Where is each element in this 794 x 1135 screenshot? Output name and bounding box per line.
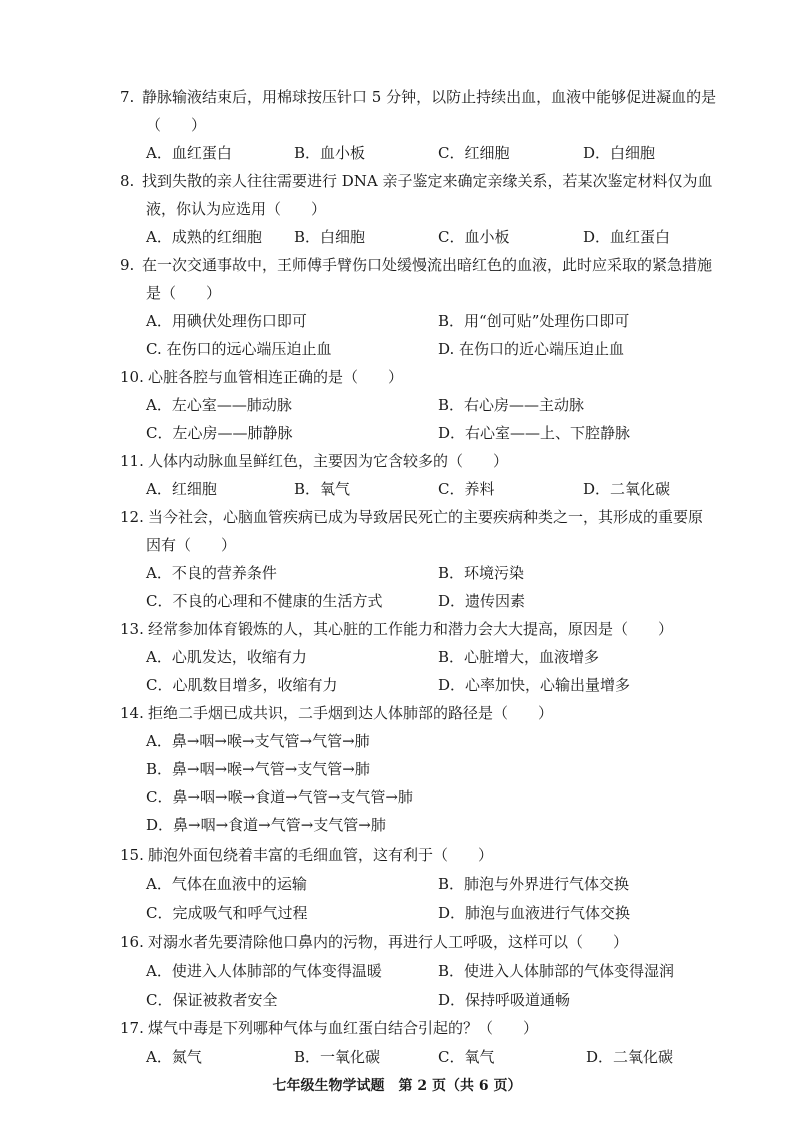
option-b: B．环境污染 xyxy=(438,564,525,582)
question-stem: 对溺水者先要清除他口鼻内的污物，再进行人工呼吸，这样可以（ ） xyxy=(148,933,629,951)
question-stem: 人体内动脉血呈鲜红色，主要因为它含较多的（ ） xyxy=(148,452,509,470)
question-number: 17. xyxy=(120,1019,144,1037)
option-d: D．二氧化碳 xyxy=(583,480,671,498)
option-c: C．血小板 xyxy=(438,228,510,246)
question-number: 16. xyxy=(120,933,144,951)
option-d: D．心率加快，心输出量增多 xyxy=(438,676,631,694)
option-a: A．不良的营养条件 xyxy=(146,564,277,582)
option-b: B．心脏增大，血液增多 xyxy=(438,648,600,666)
option-a: A．红细胞 xyxy=(146,480,217,498)
question-stem: 因有（ ） xyxy=(146,536,237,554)
option-b: B．使进入人体肺部的气体变得湿润 xyxy=(438,962,675,980)
option-b: B．鼻→咽→喉→气管→支气管→肺 xyxy=(146,760,370,778)
option-d: D. 在伤口的近心端压迫止血 xyxy=(438,340,625,358)
option-d: D．保持呼吸道通畅 xyxy=(438,991,571,1009)
question-number: 15. xyxy=(120,846,144,864)
option-a: A．使进入人体肺部的气体变得温暖 xyxy=(146,962,382,980)
page-footer: 七年级生物学试题 第 2 页（共 6 页） xyxy=(272,1078,522,1094)
option-d: D．肺泡与血液进行气体交换 xyxy=(438,904,631,922)
option-b: B．一氧化碳 xyxy=(294,1048,381,1066)
option-b: B．氧气 xyxy=(294,480,351,498)
question-number: 10. xyxy=(120,368,144,386)
option-b: B．右心房——主动脉 xyxy=(438,396,585,414)
option-c: C．保证被救者安全 xyxy=(146,991,278,1009)
option-c: C．鼻→咽→喉→食道→气管→支气管→肺 xyxy=(146,788,413,806)
question-stem: 煤气中毒是下列哪种气体与血红蛋白结合引起的？（ ） xyxy=(148,1019,539,1037)
option-d: D．白细胞 xyxy=(583,144,656,162)
option-c: C．不良的心理和不健康的生活方式 xyxy=(146,592,383,610)
question-stem: 液，你认为应选用（ ） xyxy=(146,200,327,218)
question-number: 13. xyxy=(120,620,144,638)
option-c: C. 在伤口的远心端压迫止血 xyxy=(146,340,332,358)
question-stem: 找到失散的亲人往往需要进行 DNA 亲子鉴定来确定亲缘关系，若某次鉴定材料仅为血 xyxy=(142,172,713,190)
option-c: C．心肌数目增多，收缩有力 xyxy=(146,676,338,694)
question-number: 9. xyxy=(120,256,135,274)
question-stem: 经常参加体育锻炼的人，其心脏的工作能力和潜力会大大提高，原因是（ ） xyxy=(148,620,674,638)
option-d: D．遗传因素 xyxy=(438,592,526,610)
option-a: A．气体在血液中的运输 xyxy=(146,875,307,893)
question-stem: 肺泡外面包绕着丰富的毛细血管，这有利于（ ） xyxy=(148,846,494,864)
question-stem: 心脏各腔与血管相连正确的是（ ） xyxy=(148,368,404,386)
question-stem: 当今社会，心脑血管疾病已成为导致居民死亡的主要疾病种类之一，其形成的重要原 xyxy=(148,508,704,526)
question-number: 11. xyxy=(120,452,144,470)
option-b: B．肺泡与外界进行气体交换 xyxy=(438,875,630,893)
option-d: D．血红蛋白 xyxy=(583,228,671,246)
question-number: 7. xyxy=(120,88,135,106)
option-a: A．用碘伏处理伤口即可 xyxy=(146,312,307,330)
option-c: C．氧气 xyxy=(438,1048,495,1066)
question-stem: 在一次交通事故中，王师傅手臂伤口处缓慢流出暗红色的血液，此时应采取的紧急措施 xyxy=(142,256,713,274)
option-d: D．二氧化碳 xyxy=(586,1048,674,1066)
option-b: B．用“创可贴”处理伤口即可 xyxy=(438,312,630,330)
option-a: A．左心室——肺动脉 xyxy=(146,396,292,414)
option-b: B．血小板 xyxy=(294,144,366,162)
question-stem: 拒绝二手烟已成共识，二手烟到达人体肺部的路径是（ ） xyxy=(148,704,554,722)
question-number: 14. xyxy=(120,704,144,722)
question-stem: 是（ ） xyxy=(146,284,222,302)
question-stem: （ ） xyxy=(146,116,207,134)
option-c: C．红细胞 xyxy=(438,144,510,162)
option-a: A．心肌发达，收缩有力 xyxy=(146,648,307,666)
option-c: C．完成吸气和呼气过程 xyxy=(146,904,308,922)
question-stem: 静脉输液结束后，用棉球按压针口 5 分钟，以防止持续出血，血液中能够促进凝血的是 xyxy=(142,88,717,106)
question-number: 12. xyxy=(120,508,144,526)
option-a: A．成熟的红细胞 xyxy=(146,228,262,246)
option-d: D．右心室——上、下腔静脉 xyxy=(438,424,631,442)
option-a: A．血红蛋白 xyxy=(146,144,232,162)
option-d: D．鼻→咽→食道→气管→支气管→肺 xyxy=(146,816,386,834)
option-a: A．氮气 xyxy=(146,1048,202,1066)
option-b: B．白细胞 xyxy=(294,228,366,246)
option-c: C．左心房——肺静脉 xyxy=(146,424,293,442)
option-c: C．养料 xyxy=(438,480,495,498)
option-a: A．鼻→咽→喉→支气管→气管→肺 xyxy=(146,732,370,750)
question-number: 8. xyxy=(120,172,135,190)
